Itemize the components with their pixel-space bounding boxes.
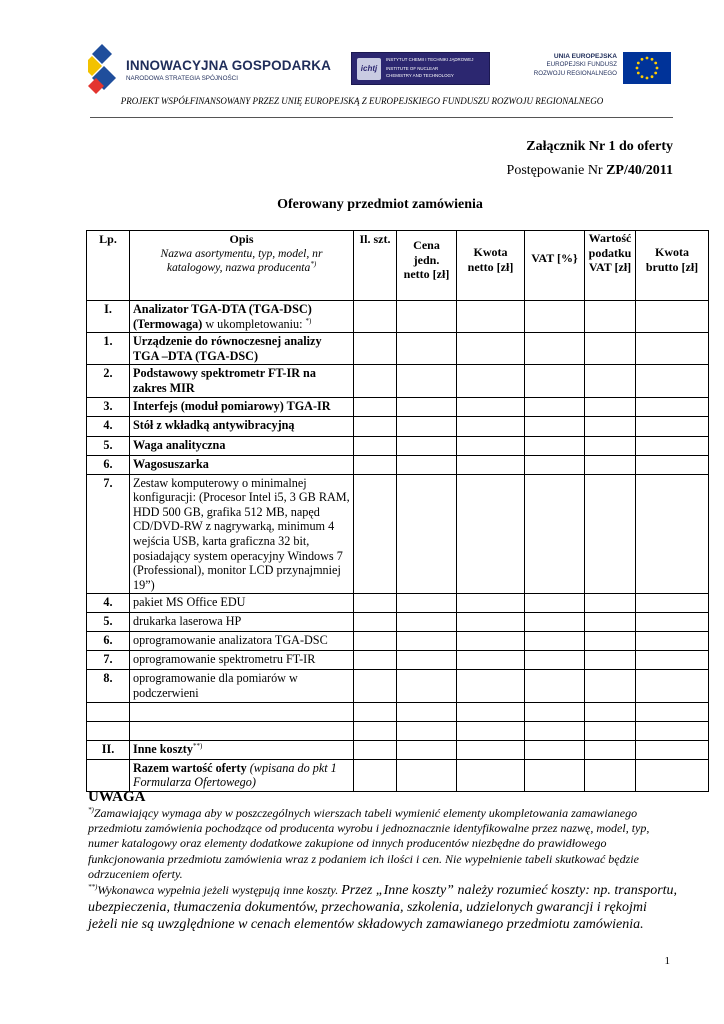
vat-rate-cell[interactable] [525, 436, 585, 455]
vat-amount-cell[interactable] [585, 397, 636, 416]
procedure-number [507, 163, 673, 179]
header-opis [130, 231, 354, 301]
net-amount-cell[interactable] [457, 301, 525, 333]
net-amount-cell[interactable] [457, 670, 525, 702]
quantity-cell[interactable] [354, 651, 397, 670]
header-quantity: Il. szt. [354, 231, 397, 301]
eu-logo-line3: ROZWOJU REGIONALNEGO [533, 69, 617, 77]
vat-amount-cell[interactable] [585, 632, 636, 651]
unit-price-cell[interactable] [397, 416, 457, 436]
vat-rate-cell[interactable] [525, 455, 585, 474]
vat-amount-cell[interactable] [585, 759, 636, 791]
innowacyjna-gospodarka-logo [88, 44, 331, 96]
vat-rate-cell[interactable] [525, 333, 585, 365]
vat-amount-cell[interactable] [585, 651, 636, 670]
quantity-cell[interactable] [354, 365, 397, 397]
vat-rate-cell[interactable] [525, 721, 585, 740]
gross-amount-cell[interactable] [636, 333, 709, 365]
header-lp: Lp. [87, 231, 130, 301]
unit-price-cell[interactable] [397, 740, 457, 759]
row-description: oprogramowanie dla pomiarów w podczerwieni [130, 670, 354, 702]
row-lp: 4. [87, 416, 130, 436]
eu-logo-line1: UNIA EUROPEJSKA [553, 53, 617, 60]
unit-price-cell[interactable] [397, 721, 457, 740]
row-lp: 3. [87, 397, 130, 416]
eu-logo [531, 52, 671, 86]
vat-rate-cell[interactable] [525, 474, 585, 594]
row-description: Zestaw komputerowy o minimalnej konfiguracji: (Procesor Intel i5, 3 GB RAM, HDD 500 GB, grafika 512 MB, napęd CD/DVD-RW z nagrywarką, minimum 4 wejścia USB, karta graficzna 32 bit, posiadający system operacyjny Windows 7 (Professional), monitor LCD przynajmniej 19”) [130, 474, 354, 594]
row-lp: 7. [87, 474, 130, 594]
row-description: Interfejs (moduł pomiarowy) TGA-IR [130, 397, 354, 416]
vat-amount-cell[interactable] [585, 474, 636, 594]
quantity-cell[interactable] [354, 436, 397, 455]
table-row [87, 397, 709, 416]
row-description: drukarka laserowa HP [130, 613, 354, 632]
table-row [87, 594, 709, 613]
row-description-bold: Razem wartość oferty [133, 760, 247, 775]
note-1 [88, 806, 678, 882]
row-lp: 5. [87, 436, 130, 455]
empty-lp-cell[interactable] [87, 702, 130, 721]
table-row [87, 365, 709, 397]
note-2 [88, 882, 678, 933]
row-lp: 6. [87, 455, 130, 474]
table-row [87, 613, 709, 632]
header-opis-subtitle [133, 247, 350, 276]
gross-amount-cell[interactable] [636, 613, 709, 632]
header-gross-amount: Kwota brutto [zł] [636, 231, 709, 301]
row-description: oprogramowanie spektrometru FT-IR [130, 651, 354, 670]
vat-rate-cell[interactable] [525, 301, 585, 333]
unit-price-cell[interactable] [397, 365, 457, 397]
net-amount-cell[interactable] [457, 651, 525, 670]
header-opis-footnote-mark: *) [310, 260, 317, 269]
gross-amount-cell[interactable] [636, 397, 709, 416]
empty-lp-cell[interactable] [87, 721, 130, 740]
table-row [87, 301, 709, 333]
empty-description-cell[interactable] [130, 702, 354, 721]
row-lp: 2. [87, 365, 130, 397]
net-amount-cell[interactable] [457, 455, 525, 474]
row-lp: 5. [87, 613, 130, 632]
row-footnote-mark: *) [305, 316, 312, 325]
ichtj-name-en-2: CHEMISTRY AND TECHNOLOGY [386, 73, 454, 78]
net-amount-cell[interactable] [457, 759, 525, 791]
unit-price-cell[interactable] [397, 759, 457, 791]
quantity-cell[interactable] [354, 632, 397, 651]
row-description [130, 301, 354, 333]
vat-rate-cell[interactable] [525, 759, 585, 791]
row-lp: II. [87, 740, 130, 759]
header-vat-rate: VAT [%} [525, 231, 585, 301]
quantity-cell[interactable] [354, 333, 397, 365]
vat-rate-cell[interactable] [525, 613, 585, 632]
ichtj-name-pl: INSTYTUT CHEMII I TECHNIKI JĄDROWEJ [386, 57, 474, 62]
row-description-bold: Inne koszty [133, 741, 193, 756]
net-amount-cell[interactable] [457, 702, 525, 721]
gross-amount-cell[interactable] [636, 670, 709, 702]
row-description [130, 759, 354, 791]
unit-price-cell[interactable] [397, 301, 457, 333]
table-row-total [87, 759, 709, 791]
unit-price-cell[interactable] [397, 702, 457, 721]
row-lp: 7. [87, 651, 130, 670]
vat-amount-cell[interactable] [585, 301, 636, 333]
net-amount-cell[interactable] [457, 632, 525, 651]
row-description: pakiet MS Office EDU [130, 594, 354, 613]
gross-amount-cell[interactable] [636, 416, 709, 436]
vat-amount-cell[interactable] [585, 365, 636, 397]
eu-logo-line2: EUROPEJSKI FUNDUSZ [546, 61, 617, 69]
gross-amount-cell[interactable] [636, 365, 709, 397]
offer-table [86, 230, 709, 792]
table-row [87, 436, 709, 455]
quantity-cell[interactable] [354, 416, 397, 436]
table-row [87, 632, 709, 651]
vat-rate-cell[interactable] [525, 632, 585, 651]
unit-price-cell[interactable] [397, 436, 457, 455]
net-amount-cell[interactable] [457, 365, 525, 397]
ichtj-mark-icon: ichtj [357, 58, 381, 80]
row-description: oprogramowanie analizatora TGA-DSC [130, 632, 354, 651]
vat-amount-cell[interactable] [585, 416, 636, 436]
net-amount-cell[interactable] [457, 333, 525, 365]
gross-amount-cell[interactable] [636, 632, 709, 651]
gross-amount-cell[interactable] [636, 651, 709, 670]
logo-title: INNOWACYJNA GOSPODARKA [126, 58, 331, 73]
row-lp: 4. [87, 594, 130, 613]
vat-rate-cell[interactable] [525, 651, 585, 670]
vat-amount-cell[interactable] [585, 670, 636, 702]
note-2-mark: **) [88, 883, 98, 891]
procedure-number-value: ZP/40/2011 [606, 163, 673, 178]
project-cofinancing-line: PROJEKT WSPÓŁFINANSOWANY PRZEZ UNIĘ EUROPEJSKĄ Z EUROPEJSKIEGO FUNDUSZU ROZWOJU REGIONALNEGO [120, 96, 604, 106]
quantity-cell[interactable] [354, 759, 397, 791]
unit-price-cell[interactable] [397, 613, 457, 632]
procedure-label: Postępowanie Nr [506, 163, 607, 178]
vat-amount-cell[interactable] [585, 702, 636, 721]
note-2-text-a: Wykonawca wypełnia jeżeli występują inne koszty. [97, 883, 342, 897]
net-amount-cell[interactable] [457, 721, 525, 740]
eu-logo-text [534, 53, 617, 78]
page-title: Oferowany przedmiot zamówienia [277, 197, 483, 212]
eu-flag-icon [623, 52, 671, 84]
header-opis-subtitle-text: Nazwa asortymentu, typ, model, nr katalogowy, nazwa producenta [160, 246, 323, 275]
vat-amount-cell[interactable] [585, 455, 636, 474]
innowacyjna-gospodarka-mark-icon [88, 44, 122, 96]
quantity-cell[interactable] [354, 594, 397, 613]
empty-row [87, 721, 709, 740]
unit-price-cell[interactable] [397, 594, 457, 613]
row-lp: 6. [87, 632, 130, 651]
table-row [87, 670, 709, 702]
gross-amount-cell[interactable] [636, 301, 709, 333]
gross-amount-cell[interactable] [636, 436, 709, 455]
row-description-rest: (wpisana do pkt 1 Formularza Ofertowego) [133, 760, 337, 790]
net-amount-cell[interactable] [457, 397, 525, 416]
net-amount-cell[interactable] [457, 416, 525, 436]
empty-row [87, 702, 709, 721]
header-unit-price: Cena jedn. netto [zł] [397, 231, 457, 301]
table-row-other-costs [87, 740, 709, 759]
unit-price-cell[interactable] [397, 333, 457, 365]
logo-subtitle: NARODOWA STRATEGIA SPÓJNOŚCI [126, 75, 238, 82]
net-amount-cell[interactable] [457, 436, 525, 455]
vat-rate-cell[interactable] [525, 416, 585, 436]
vat-amount-cell[interactable] [585, 721, 636, 740]
net-amount-cell[interactable] [457, 740, 525, 759]
quantity-cell[interactable] [354, 740, 397, 759]
attachment-title: Załącznik Nr 1 do oferty [526, 139, 673, 154]
unit-price-cell[interactable] [397, 455, 457, 474]
gross-amount-cell[interactable] [636, 740, 709, 759]
unit-price-cell[interactable] [397, 651, 457, 670]
page-number: 1 [664, 955, 670, 967]
empty-description-cell[interactable] [130, 721, 354, 740]
note-1-mark: *) [88, 806, 94, 814]
vat-amount-cell[interactable] [585, 436, 636, 455]
quantity-cell[interactable] [354, 455, 397, 474]
vat-amount-cell[interactable] [585, 333, 636, 365]
gross-amount-cell[interactable] [636, 721, 709, 740]
gross-amount-cell[interactable] [636, 759, 709, 791]
quantity-cell[interactable] [354, 301, 397, 333]
row-lp: 8. [87, 670, 130, 702]
vat-amount-cell[interactable] [585, 594, 636, 613]
row-description: Urządzenie do równoczesnej analizy TGA –DTA (TGA-DSC) [130, 333, 354, 365]
vat-amount-cell[interactable] [585, 740, 636, 759]
unit-price-cell[interactable] [397, 632, 457, 651]
row-description: Wagosuszarka [130, 455, 354, 474]
row-lp: I. [87, 301, 130, 333]
header-divider [90, 117, 673, 118]
total-lp-cell [87, 759, 130, 791]
row-description-bold: Analizator TGA-DTA (TGA-DSC) (Termowaga) [133, 302, 312, 331]
note-1-text: Zamawiający wymaga aby w poszczególnych wierszach tabeli wymienić elementy ukompletowania zamawianego przedmiotu zamówienia pochodzące od producenta wyrobu i jednoznacznie identyfikowalne przez nazwę, model, typ, numer katalogowy oraz elementy dodatkowe zakupione od innych producentów niezbędne do prawidłowego funkcjonowania przedmiotu zamówienia wraz z podaniem ich ilości i cen. Nie wypełnienie tabeli skutkować będzie odrzuceniem oferty. [88, 806, 650, 881]
row-description: Waga analityczna [130, 436, 354, 455]
table-row [87, 416, 709, 436]
header-net-amount: Kwota netto [zł] [457, 231, 525, 301]
row-description: Stół z wkładką antywibracyjną [130, 416, 354, 436]
vat-amount-cell[interactable] [585, 613, 636, 632]
table-row [87, 651, 709, 670]
unit-price-cell[interactable] [397, 670, 457, 702]
quantity-cell[interactable] [354, 397, 397, 416]
quantity-cell[interactable] [354, 613, 397, 632]
gross-amount-cell[interactable] [636, 474, 709, 594]
gross-amount-cell[interactable] [636, 702, 709, 721]
vat-rate-cell[interactable] [525, 702, 585, 721]
gross-amount-cell[interactable] [636, 594, 709, 613]
vat-rate-cell[interactable] [525, 670, 585, 702]
table-row [87, 474, 709, 594]
quantity-cell[interactable] [354, 721, 397, 740]
vat-rate-cell[interactable] [525, 397, 585, 416]
quantity-cell[interactable] [354, 702, 397, 721]
row-description [130, 740, 354, 759]
header-vat-amount: Wartość podatku VAT [zł] [585, 231, 636, 301]
header-opis-title: Opis [229, 232, 254, 246]
net-amount-cell[interactable] [457, 613, 525, 632]
ichtj-name-en-1: INSTITUTE OF NUCLEAR [386, 66, 439, 71]
table-row [87, 455, 709, 474]
net-amount-cell[interactable] [457, 594, 525, 613]
table-header-row [87, 231, 709, 301]
vat-rate-cell[interactable] [525, 594, 585, 613]
ichtj-logo [351, 52, 490, 85]
net-amount-cell[interactable] [457, 474, 525, 594]
note-2-text-b: Przez „Inne koszty” należy rozumieć koszty: np. transportu, ubezpieczenia, tłumaczenia dokumentów, przechowania, szkolenia, udzielonych gwarancji i rękojmi jeżeli nie są uwzględnione w cenach elementów składowych zamawianego przedmiotu zamówienia. [88, 883, 678, 932]
vat-rate-cell[interactable] [525, 740, 585, 759]
row-lp: 1. [87, 333, 130, 365]
row-footnote-mark: **) [192, 741, 203, 750]
quantity-cell[interactable] [354, 670, 397, 702]
unit-price-cell[interactable] [397, 397, 457, 416]
row-description-rest: w ukompletowaniu: [202, 316, 306, 331]
gross-amount-cell[interactable] [636, 455, 709, 474]
table-row [87, 333, 709, 365]
vat-rate-cell[interactable] [525, 365, 585, 397]
row-description: Podstawowy spektrometr FT-IR na zakres MIR [130, 365, 354, 397]
unit-price-cell[interactable] [397, 474, 457, 594]
quantity-cell[interactable] [354, 474, 397, 594]
notes-title: UWAGA [88, 789, 146, 805]
